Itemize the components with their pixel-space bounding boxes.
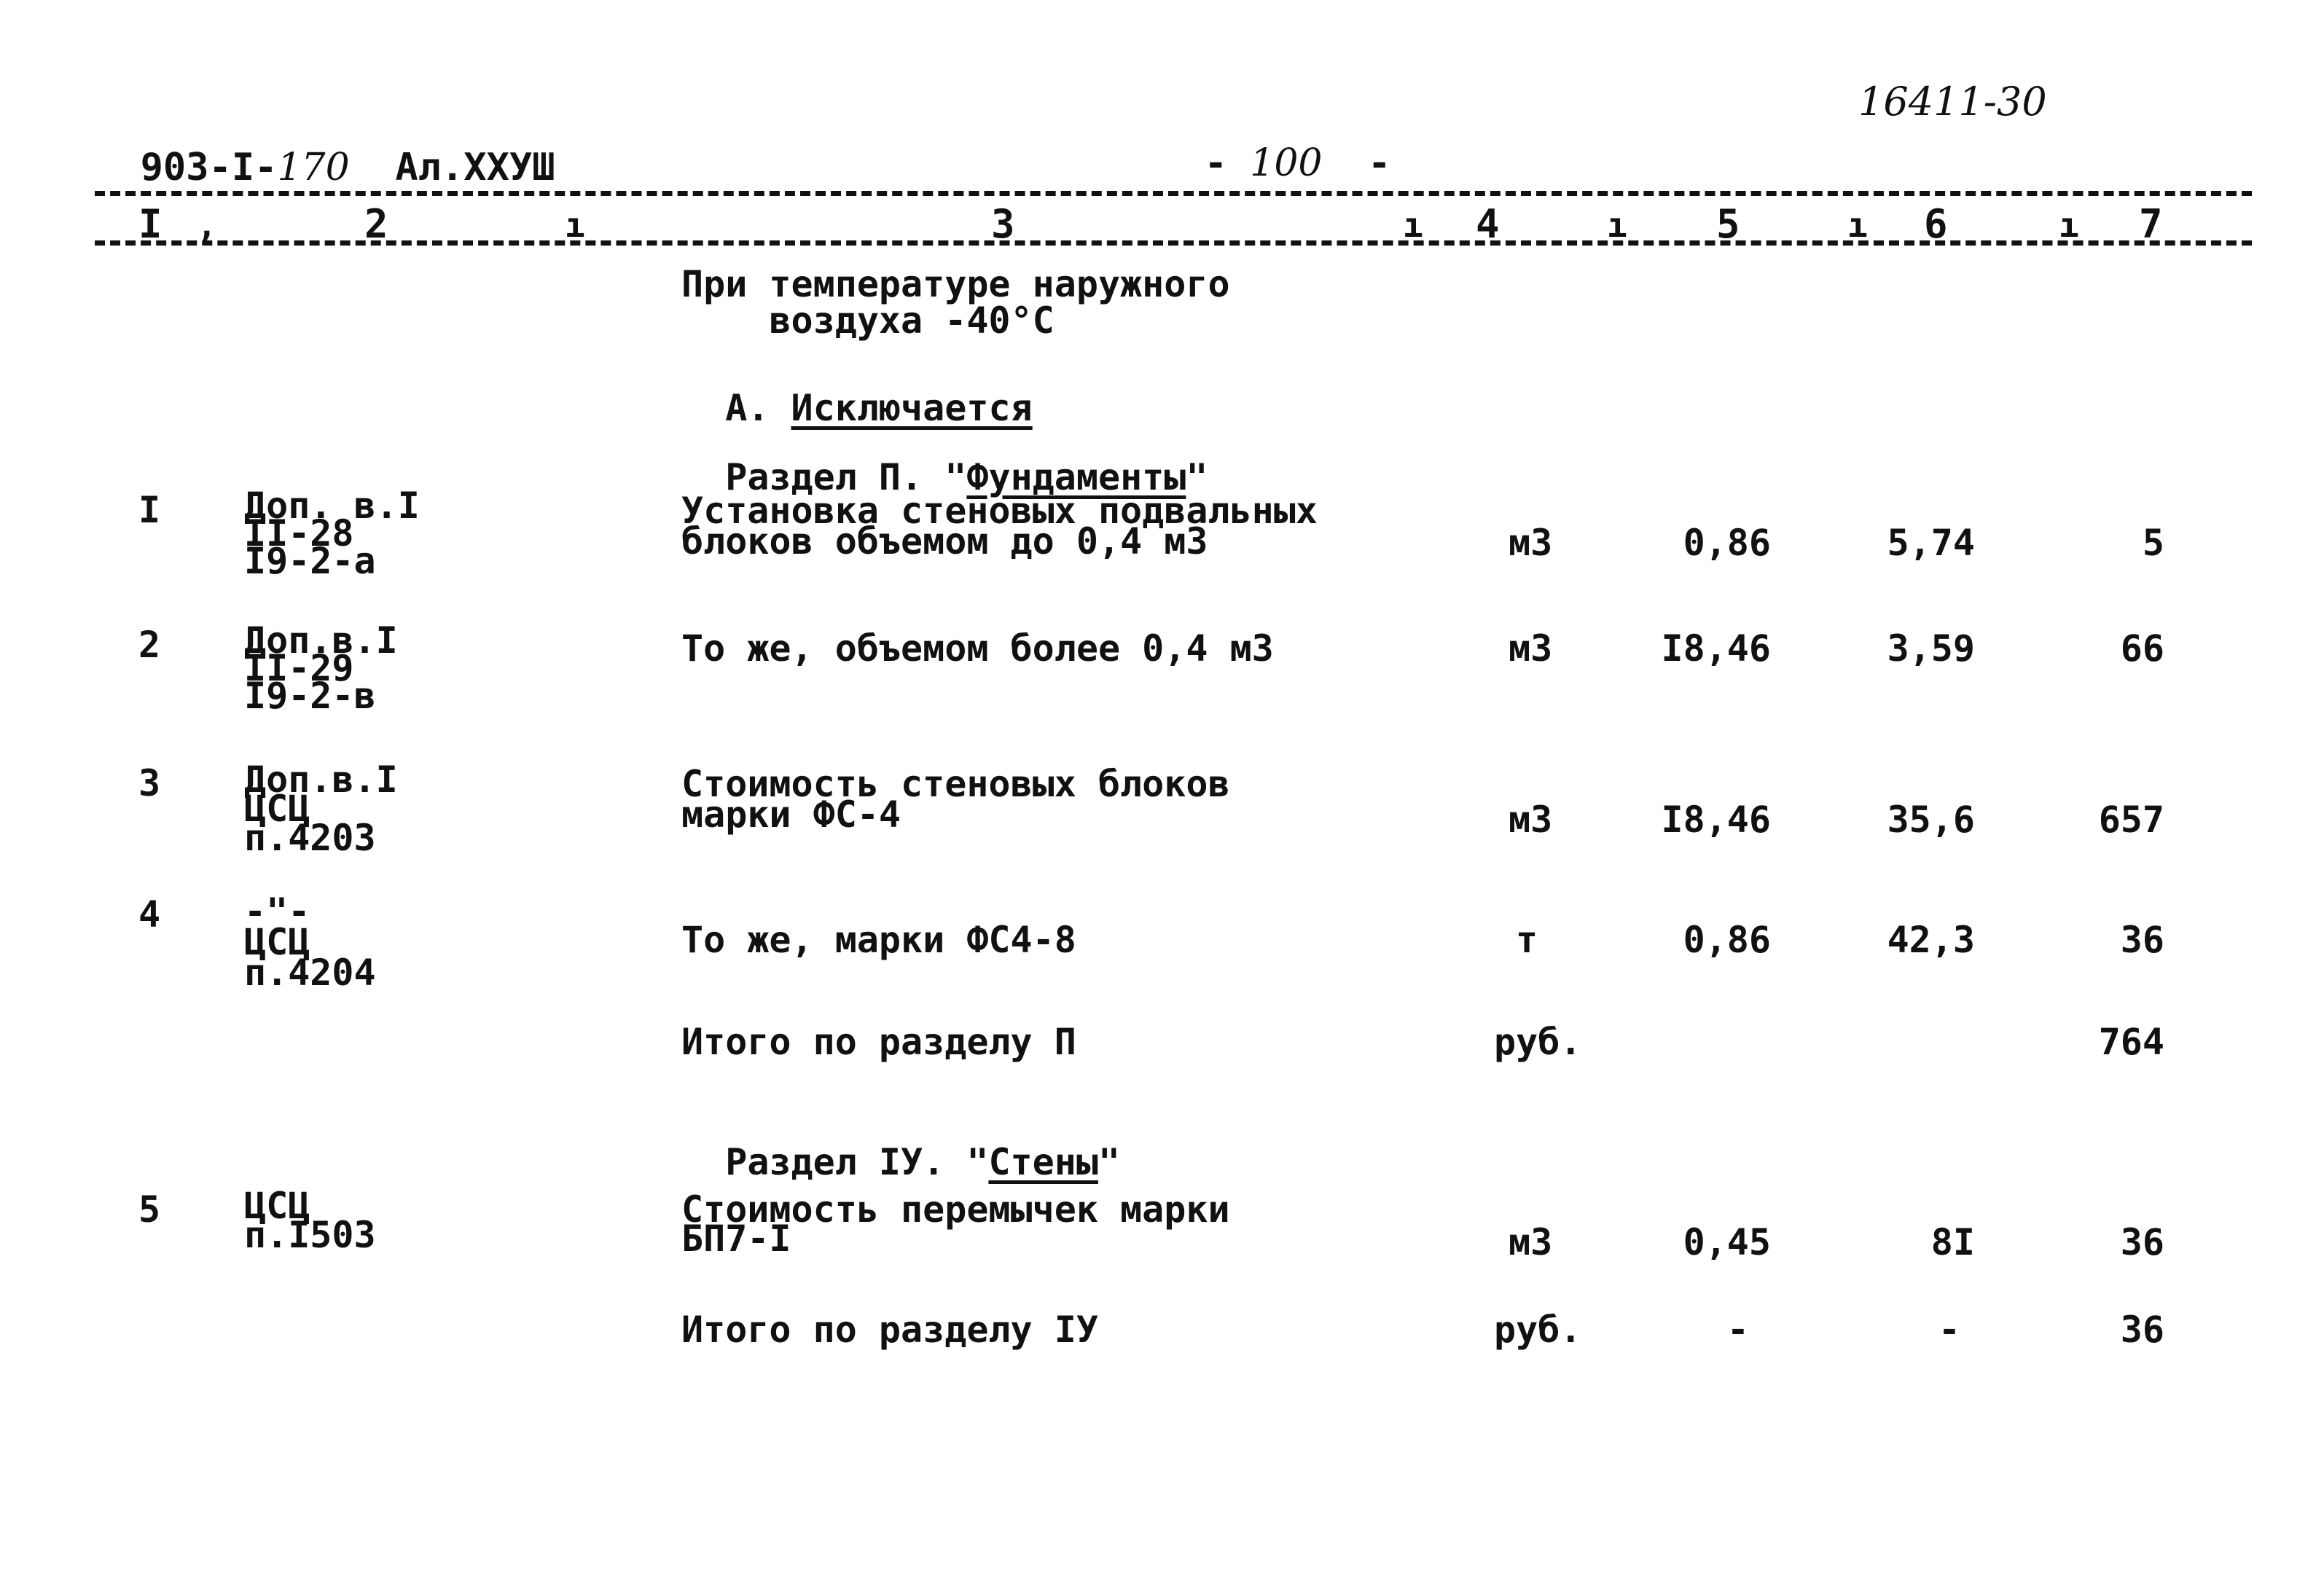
total-cost: 764 [2098, 1021, 2164, 1063]
column-separator: , [197, 205, 217, 245]
page-number-value: 100 [1250, 141, 1323, 185]
column-separator: ı [565, 205, 585, 245]
page-number: - 100 - [1204, 141, 1391, 185]
row-unit: м3 [1509, 627, 1553, 670]
row-basis: ЦСЦ п.I503 [244, 1185, 376, 1256]
section-2-heading [681, 423, 1208, 498]
column-separator: ı [2059, 205, 2079, 245]
row-unit: т [1516, 919, 1538, 961]
column-number-6: 6 [1924, 201, 1948, 247]
condition-text: При температуре наружного воздуха -40°С [681, 263, 1230, 342]
column-number-7: 7 [2139, 201, 2163, 247]
row-description: То же, марки ФС4-8 [681, 919, 1076, 961]
reference-number: 16411-30 [1858, 79, 2047, 125]
row-number: 2 [138, 624, 161, 666]
section-4-name: Стены [988, 1141, 1098, 1183]
total-unit: руб. [1494, 1309, 1582, 1351]
row-number: 5 [138, 1188, 161, 1231]
row-price: 35,6 [1887, 799, 1975, 841]
column-number-1: I [138, 201, 163, 247]
row-description: То же, объемом более 0,4 м3 [681, 627, 1274, 670]
row-quantity: 0,45 [1683, 1221, 1771, 1263]
column-number-5: 5 [1716, 201, 1740, 247]
row-unit: м3 [1509, 1221, 1553, 1263]
total-cost: 36 [2120, 1309, 2164, 1351]
row-unit: м3 [1509, 522, 1553, 564]
row-number: 4 [138, 893, 161, 936]
row-number: 3 [138, 762, 161, 804]
row-description: Стоимость перемычек марки БП7-I [681, 1188, 1230, 1260]
total-quantity: - [1726, 1309, 1749, 1351]
variant-a-text: Исключается [791, 387, 1033, 429]
row-basis: Доп. в.I II-28 I9-2-а [244, 485, 420, 582]
row-cost: 66 [2120, 627, 2164, 670]
row-number: I [138, 489, 161, 531]
row-unit: м3 [1509, 799, 1553, 841]
row-description: Установка стеновых подвальных блоков объемом до 0,4 м3 [681, 490, 1318, 562]
total-price: - [1938, 1309, 1960, 1351]
row-cost: 36 [2120, 1221, 2164, 1263]
total-unit: руб. [1494, 1021, 1582, 1063]
section-4-suffix: " [1098, 1141, 1121, 1183]
row-cost: 657 [2098, 799, 2164, 841]
document-code [95, 102, 555, 189]
row-price: 3,59 [1887, 627, 1975, 670]
row-quantity: I8,46 [1661, 627, 1771, 670]
row-price: 5,74 [1887, 522, 1975, 564]
document-code-handwritten: 170 [277, 146, 350, 189]
section-2-prefix: Раздел П. " [725, 456, 967, 498]
header-divider-top [95, 191, 2252, 196]
row-cost: 5 [2142, 522, 2164, 564]
row-price: 8I [1930, 1221, 1975, 1263]
section-4-prefix: Раздел IУ. " [725, 1141, 989, 1183]
row-quantity: 0,86 [1683, 919, 1771, 961]
row-quantity: 0,86 [1683, 522, 1771, 564]
column-number-3: 3 [991, 201, 1015, 247]
document-code-typed: 903-I- [140, 146, 278, 189]
album-label: Ал.XXУШ [395, 146, 555, 189]
variant-a [681, 353, 1033, 429]
variant-a-prefix: А. [725, 387, 791, 429]
total-label: Итого по разделу IУ [681, 1309, 1098, 1351]
section-4-heading [681, 1107, 1121, 1183]
row-basis: Доп.в.I II-29 I9-2-в [244, 619, 398, 717]
column-separator: ı [1403, 205, 1423, 245]
section-2-suffix: " [1186, 456, 1208, 498]
total-label: Итого по разделу П [681, 1021, 1076, 1063]
row-basis: -"- ЦСЦ п.4204 [244, 890, 376, 994]
row-quantity: I8,46 [1661, 799, 1771, 841]
row-price: 42,3 [1887, 919, 1975, 961]
column-separator: ı [1607, 205, 1627, 245]
row-basis: Доп.в.I ЦСЦ п.4203 [244, 758, 398, 859]
row-description: Стоимость стеновых блоков марки ФС-4 [681, 763, 1230, 836]
column-separator: ı [1847, 205, 1868, 245]
column-number-2: 2 [364, 201, 388, 247]
column-number-4: 4 [1476, 201, 1500, 247]
section-2-name: Фундаменты [966, 456, 1186, 498]
row-cost: 36 [2120, 919, 2164, 961]
